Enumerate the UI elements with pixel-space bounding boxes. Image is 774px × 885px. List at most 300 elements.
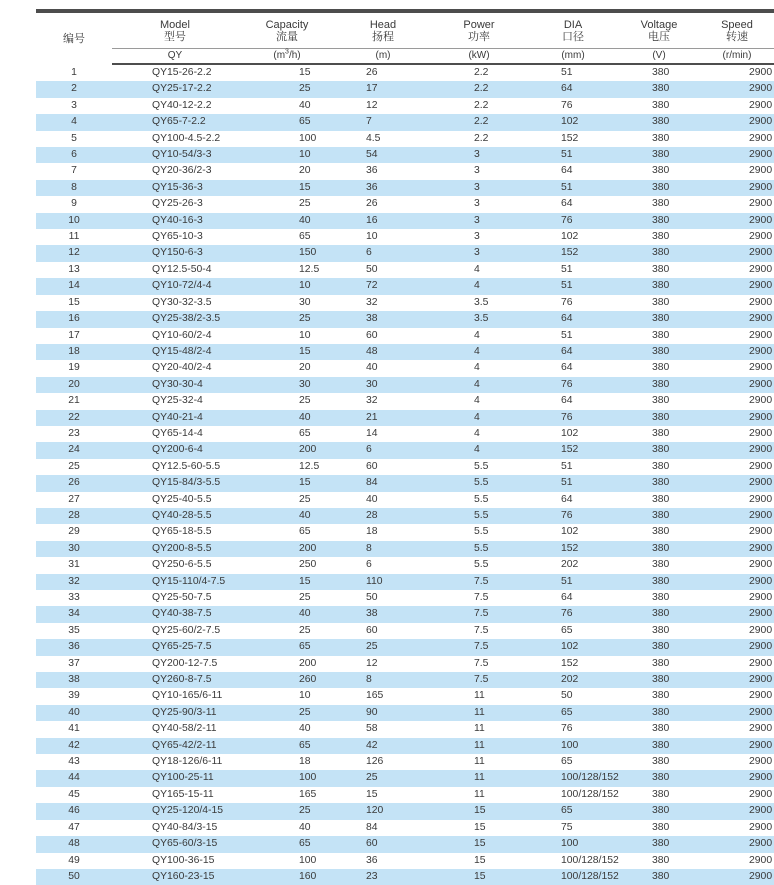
cell-speed: 2900	[749, 296, 773, 308]
cell-head: 32	[366, 395, 378, 407]
cell-head: 36	[366, 165, 378, 177]
cell-head: 6	[336, 442, 430, 458]
cell-model: QY18-126/6-11	[152, 756, 223, 768]
cell-model: QY65-18-5.5	[152, 526, 212, 538]
table-row	[36, 541, 774, 557]
cell-capacity: 250	[299, 559, 317, 571]
header-voltage: Voltage 电压	[640, 19, 678, 43]
cell-model: QY40-16-3	[112, 213, 238, 229]
table-row	[36, 853, 774, 869]
cell-model: QY150-6-3	[112, 245, 238, 261]
table-row	[36, 623, 774, 639]
cell-model: QY40-28-5.5	[112, 508, 238, 524]
table-row	[36, 787, 774, 803]
table-row	[36, 672, 774, 688]
cell-dia: 51	[528, 475, 618, 491]
cell-head: 38	[336, 606, 430, 622]
cell-dia: 152	[528, 442, 618, 458]
table-row	[36, 344, 774, 360]
cell-power: 4	[474, 427, 480, 439]
cell-no: 50	[36, 869, 112, 885]
cell-capacity: 25	[299, 624, 311, 636]
cell-head: 60	[366, 329, 378, 341]
table-row	[36, 770, 774, 786]
cell-dia: 51	[528, 574, 618, 590]
cell-capacity: 25	[238, 311, 336, 327]
cell-no: 37	[68, 657, 80, 669]
top-rule	[36, 9, 774, 13]
cell-voltage: 380	[652, 263, 670, 275]
cell-dia: 64	[528, 344, 618, 360]
cell-model: QY25-60/2-7.5	[152, 624, 221, 636]
cell-no: 38	[36, 672, 112, 688]
cell-voltage: 380	[618, 606, 700, 622]
cell-speed: 2900	[700, 475, 774, 491]
table-row	[36, 803, 774, 819]
table-row	[36, 147, 774, 163]
cell-no: 4	[36, 114, 112, 130]
cell-capacity: 65	[238, 836, 336, 852]
unit-capacity: $(m^3/h)$	[238, 49, 336, 65]
cell-power: 4	[430, 410, 528, 426]
cell-no: 25	[68, 460, 80, 472]
cell-no: 18	[36, 344, 112, 360]
cell-voltage: 380	[618, 213, 700, 229]
cell-speed: 2900	[749, 854, 773, 866]
cell-head: 58	[366, 723, 378, 735]
cell-voltage: 380	[652, 67, 670, 78]
table-row	[36, 245, 774, 261]
cell-model: QY100-25-11	[112, 770, 238, 786]
cell-capacity: 25	[299, 198, 311, 210]
cell-no: 42	[36, 738, 112, 754]
cell-capacity: 15	[238, 475, 336, 491]
cell-capacity: 40	[299, 821, 311, 833]
cell-head: 84	[366, 821, 378, 833]
cell-power: 3	[430, 245, 528, 261]
cell-model: QY25-17-2.2	[112, 81, 238, 97]
cell-power: 5.5	[430, 508, 528, 524]
cell-voltage: 380	[618, 738, 700, 754]
cell-model: QY40-84/3-15	[152, 821, 218, 833]
cell-voltage: 380	[618, 508, 700, 524]
cell-head: 12	[366, 657, 378, 669]
cell-power: 3	[430, 180, 528, 196]
cell-power: 2.2	[474, 132, 489, 144]
cell-model: QY25-26-3	[152, 198, 203, 210]
cell-speed: 2900	[700, 442, 774, 458]
cell-model: QY25-32-4	[152, 395, 203, 407]
cell-voltage: 380	[618, 311, 700, 327]
cell-voltage: 380	[652, 526, 670, 538]
table-row	[36, 311, 774, 327]
cell-model: QY65-14-4	[152, 427, 203, 439]
cell-no: 24	[36, 442, 112, 458]
cell-head: 14	[366, 427, 378, 439]
cell-head: 42	[336, 738, 430, 754]
cell-speed: 2900	[700, 803, 774, 819]
cell-head: 25	[336, 639, 430, 655]
cell-no: 19	[68, 362, 80, 374]
cell-power: 11	[430, 770, 528, 786]
cell-power: 4	[430, 278, 528, 294]
cell-head: 50	[366, 263, 378, 275]
cell-voltage: 380	[618, 869, 700, 885]
cell-capacity: 200	[238, 541, 336, 557]
cell-voltage: 380	[652, 657, 670, 669]
table-row	[36, 64, 774, 81]
cell-power: 11	[430, 738, 528, 754]
cell-power: 2.2	[474, 67, 489, 78]
table-row	[36, 557, 774, 573]
table-row	[36, 180, 774, 196]
cell-speed: 2900	[700, 836, 774, 852]
cell-speed: 2900	[700, 574, 774, 590]
cell-head: 15	[366, 788, 378, 800]
cell-head: 26	[366, 67, 378, 78]
cell-head: 126	[366, 756, 384, 768]
cell-speed: 2900	[749, 329, 773, 341]
cell-voltage: 380	[652, 395, 670, 407]
table-row	[36, 738, 774, 754]
cell-power: 11	[474, 690, 485, 702]
cell-model: QY65-7-2.2	[112, 114, 238, 130]
cell-voltage: 380	[618, 541, 700, 557]
cell-model: QY65-25-7.5	[112, 639, 238, 655]
cell-model: QY40-12-2.2	[152, 99, 212, 111]
cell-speed: 2900	[749, 788, 773, 800]
cell-dia: 152	[528, 541, 618, 557]
cell-head: 26	[366, 198, 378, 210]
table-row	[36, 508, 774, 524]
cell-power: 15	[474, 854, 486, 866]
cell-capacity: 65	[238, 738, 336, 754]
cell-head: 165	[366, 690, 384, 702]
cell-head: 12	[366, 99, 378, 111]
cell-capacity: 100	[299, 854, 317, 866]
table-row	[36, 721, 774, 737]
cell-power: 3.5	[474, 296, 489, 308]
cell-head: 110	[336, 574, 430, 590]
cell-voltage: 380	[652, 427, 670, 439]
cell-power: 15	[430, 836, 528, 852]
unit-model: QY	[112, 49, 238, 65]
cell-voltage: 380	[652, 132, 670, 144]
table-row	[36, 688, 774, 704]
header-no: 编号	[63, 33, 85, 45]
cell-voltage: 380	[618, 442, 700, 458]
cell-power: 7.5	[474, 657, 489, 669]
cell-capacity: 18	[299, 756, 311, 768]
cell-dia: 51	[528, 278, 618, 294]
cell-head: 36	[366, 854, 378, 866]
cell-dia: 51	[561, 460, 573, 472]
cell-capacity: 25	[238, 705, 336, 721]
cell-voltage: 380	[618, 410, 700, 426]
cell-head: 7	[336, 114, 430, 130]
cell-model: QY25-120/4-15	[112, 803, 238, 819]
table-row	[36, 754, 774, 770]
cell-head: 8	[336, 541, 430, 557]
cell-head: 4.5	[366, 132, 381, 144]
cell-speed: 2900	[700, 639, 774, 655]
cell-capacity: 160	[238, 869, 336, 885]
cell-no: 29	[68, 526, 80, 538]
cell-dia: 65	[561, 756, 573, 768]
cell-capacity: 40	[238, 410, 336, 426]
cell-capacity: 25	[238, 803, 336, 819]
unit-power: (kW)	[430, 49, 528, 65]
header-head: Head 扬程	[369, 19, 397, 43]
cell-dia: 75	[561, 821, 573, 833]
cell-dia: 100/128/152	[561, 788, 619, 800]
cell-no: 20	[36, 377, 112, 393]
cell-voltage: 380	[618, 770, 700, 786]
cell-no: 32	[36, 574, 112, 590]
cell-power: 3	[430, 213, 528, 229]
cell-voltage: 380	[652, 198, 670, 210]
cell-speed: 2900	[700, 738, 774, 754]
table-row	[36, 820, 774, 836]
cell-no: 14	[36, 278, 112, 294]
cell-head: 48	[336, 344, 430, 360]
cell-no: 15	[68, 296, 80, 308]
cell-speed: 2900	[700, 410, 774, 426]
cell-capacity: 10	[299, 329, 311, 341]
cell-head: 40	[366, 362, 378, 374]
table-row	[36, 213, 774, 229]
cell-head: 90	[336, 705, 430, 721]
cell-capacity: 25	[299, 395, 311, 407]
cell-capacity: 40	[238, 213, 336, 229]
cell-power: 15	[430, 869, 528, 885]
cell-power: 2.2	[474, 99, 489, 111]
cell-capacity: 25	[299, 493, 311, 505]
cell-speed: 2900	[749, 198, 773, 210]
cell-power: 7.5	[474, 592, 489, 603]
cell-model: QY20-36/2-3	[152, 165, 212, 177]
cell-speed: 2900	[749, 231, 773, 243]
cell-speed: 2900	[700, 180, 774, 196]
cell-dia: 76	[561, 296, 573, 308]
cell-voltage: 380	[652, 854, 670, 866]
table-row	[36, 229, 774, 245]
cell-voltage: 380	[652, 592, 670, 603]
header-dia: DIA 口径	[562, 19, 584, 43]
table-row	[36, 393, 774, 409]
cell-no: 36	[36, 639, 112, 655]
cell-capacity: 65	[299, 231, 311, 243]
cell-head: 120	[336, 803, 430, 819]
cell-voltage: 380	[652, 624, 670, 636]
cell-dia: 102	[561, 231, 579, 243]
cell-capacity: 150	[238, 245, 336, 261]
cell-capacity: 165	[299, 788, 317, 800]
cell-model: QY25-50-7.5	[152, 592, 212, 603]
cell-capacity: 65	[299, 526, 311, 538]
cell-speed: 2900	[749, 263, 773, 275]
cell-speed: 2900	[749, 592, 773, 603]
cell-power: 2.2	[430, 114, 528, 130]
cell-dia: 64	[561, 493, 573, 505]
cell-speed: 2900	[749, 821, 773, 833]
cell-capacity: 65	[238, 114, 336, 130]
cell-model: QY15-36-3	[112, 180, 238, 196]
cell-voltage: 380	[618, 147, 700, 163]
table-row	[36, 410, 774, 426]
cell-voltage: 380	[618, 836, 700, 852]
cell-capacity: 200	[299, 657, 317, 669]
cell-speed: 2900	[749, 756, 773, 768]
cell-power: 5.5	[430, 541, 528, 557]
cell-model: QY20-40/2-4	[152, 362, 212, 374]
cell-voltage: 380	[652, 821, 670, 833]
cell-head: 28	[336, 508, 430, 524]
cell-voltage: 380	[618, 475, 700, 491]
cell-power: 2.2	[430, 81, 528, 97]
cell-no: 45	[68, 788, 80, 800]
cell-dia: 51	[528, 180, 618, 196]
cell-no: 35	[68, 624, 80, 636]
cell-model: QY260-8-7.5	[112, 672, 238, 688]
cell-model: QY100-4.5-2.2	[152, 132, 221, 144]
cell-model: QY10-165/6-11	[152, 690, 223, 702]
cell-capacity: 15	[238, 180, 336, 196]
cell-speed: 2900	[749, 427, 773, 439]
cell-capacity: 30	[238, 377, 336, 393]
cell-dia: 64	[528, 81, 618, 97]
cell-voltage: 380	[652, 788, 670, 800]
cell-speed: 2900	[700, 81, 774, 97]
cell-power: 7.5	[430, 639, 528, 655]
cell-no: 9	[71, 198, 77, 210]
cell-power: 3	[474, 198, 480, 210]
cell-capacity: 15	[238, 574, 336, 590]
cell-model: QY10-72/4-4	[112, 278, 238, 294]
table-row	[36, 98, 774, 114]
cell-head: 21	[336, 410, 430, 426]
cell-no: 26	[36, 475, 112, 491]
cell-power: 3.5	[430, 311, 528, 327]
cell-dia: 64	[561, 198, 573, 210]
cell-no: 33	[68, 592, 80, 603]
cell-capacity: 40	[299, 723, 311, 735]
cell-model: QY25-40-5.5	[152, 493, 212, 505]
table-row	[36, 360, 774, 376]
cell-voltage: 380	[618, 114, 700, 130]
cell-model: QY25-38/2-3.5	[112, 311, 238, 327]
cell-speed: 2900	[749, 723, 773, 735]
cell-head: 60	[366, 460, 378, 472]
cell-no: 48	[36, 836, 112, 852]
cell-dia: 202	[528, 672, 618, 688]
cell-dia: 152	[561, 132, 579, 144]
cell-model: QY165-15-11	[152, 788, 214, 800]
cell-speed: 2900	[700, 147, 774, 163]
table-row	[36, 131, 774, 147]
cell-power: 7.5	[430, 672, 528, 688]
cell-model: QY160-23-15	[112, 869, 238, 885]
cell-head: 40	[366, 493, 378, 505]
cell-voltage: 380	[652, 296, 670, 308]
cell-power: 7.5	[430, 606, 528, 622]
table-row	[36, 442, 774, 458]
cell-capacity: 10	[299, 690, 311, 702]
unit-head: (m)	[336, 49, 430, 65]
cell-no: 34	[36, 606, 112, 622]
cell-dia: 64	[561, 592, 573, 603]
table-row	[36, 606, 774, 622]
cell-capacity: 40	[299, 99, 311, 111]
table-row	[36, 524, 774, 540]
cell-model: QY200-6-4	[112, 442, 238, 458]
cell-no: 47	[68, 821, 80, 833]
cell-speed: 2900	[700, 344, 774, 360]
table-row	[36, 836, 774, 852]
cell-model: QY10-54/3-3	[112, 147, 238, 163]
cell-no: 28	[36, 508, 112, 524]
cell-model: QY10-60/2-4	[152, 329, 212, 341]
cell-speed: 2900	[700, 705, 774, 721]
cell-no: 22	[36, 410, 112, 426]
cell-no: 12	[36, 245, 112, 261]
cell-speed: 2900	[749, 460, 773, 472]
cell-power: 11	[474, 788, 485, 800]
cell-voltage: 380	[618, 278, 700, 294]
cell-head: 32	[366, 296, 378, 308]
cell-power: 7.5	[430, 574, 528, 590]
cell-no: 17	[68, 329, 80, 341]
table-row	[36, 475, 774, 491]
cell-speed: 2900	[700, 541, 774, 557]
cell-no: 31	[68, 559, 80, 571]
cell-dia: 102	[561, 526, 579, 538]
cell-speed: 2900	[749, 690, 773, 702]
cell-voltage: 380	[652, 460, 670, 472]
cell-voltage: 380	[618, 344, 700, 360]
cell-power: 5.5	[430, 475, 528, 491]
cell-head: 60	[366, 624, 378, 636]
cell-voltage: 380	[618, 180, 700, 196]
cell-dia: 152	[528, 245, 618, 261]
cell-model: QY100-36-15	[152, 854, 215, 866]
cell-power: 4	[474, 329, 480, 341]
cell-model: QY30-32-3.5	[152, 296, 212, 308]
cell-capacity: 15	[299, 67, 311, 78]
table-row	[36, 114, 774, 130]
cell-power: 11	[430, 705, 528, 721]
cell-dia: 65	[528, 803, 618, 819]
table-row	[36, 869, 774, 885]
cell-speed: 2900	[749, 526, 773, 538]
cell-head: 60	[336, 836, 430, 852]
cell-no: 8	[36, 180, 112, 196]
cell-speed: 2900	[700, 377, 774, 393]
cell-power: 4	[430, 344, 528, 360]
cell-no: 21	[68, 395, 80, 407]
cell-power: 3	[474, 231, 480, 243]
cell-capacity: 12.5	[299, 263, 320, 275]
header-capacity: Capacity 流量	[265, 19, 309, 43]
cell-speed: 2900	[700, 311, 774, 327]
cell-dia: 152	[561, 657, 579, 669]
cell-dia: 76	[561, 99, 573, 111]
cell-no: 1	[71, 66, 77, 78]
cell-voltage: 380	[618, 803, 700, 819]
cell-voltage: 380	[652, 690, 670, 702]
cell-voltage: 380	[618, 672, 700, 688]
cell-capacity: 40	[238, 508, 336, 524]
